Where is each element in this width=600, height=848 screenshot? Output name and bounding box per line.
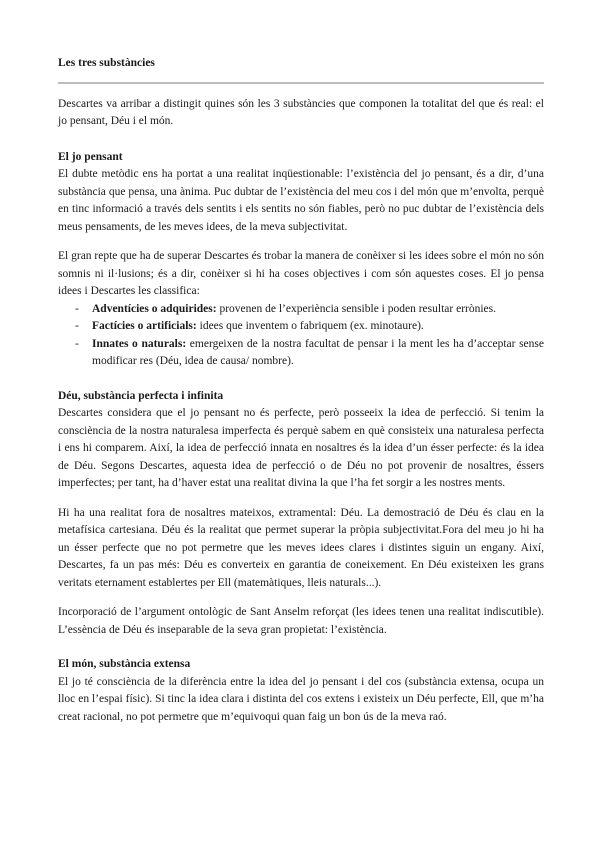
paragraph: El gran repte que ha de superar Descartes és trobar la manera de conèixer si les idees sobre el món no són somnis ni il·lusions; és a dir, conèixer si hi ha coses objectives i com són aquestes coses. El jo pensa idees i Descartes les classifica: <box>58 250 544 297</box>
section-heading-jo-pensant: El jo pensant <box>58 150 123 163</box>
document-title: Les tres substàncies <box>58 57 155 69</box>
list-text: emergeixen de la nostra facultat de pensar i la ment les ha d’acceptar sense modificar res (Déu, idea de causa/ nombre). <box>92 337 544 367</box>
section-heading-mon: El món, substància extensa <box>58 658 191 670</box>
list-item <box>58 336 544 371</box>
list-term: Innates o naturals: <box>92 337 187 350</box>
list-dash: - <box>75 302 79 315</box>
list-item <box>58 301 544 319</box>
paragraph: Hi ha una realitat fora de nosaltres mateixos, extramental: Déu. La demostració de Déu és clau en la metafísica cartesiana. Déu és la realitat que permet superar la pròpia subjectivitat.Fora del meu jo hi ha un ésser perfecte que no pot permetre que les meves idees clares i distintes siguin un engany. Així, Descartes, fa un pas més: Déu es converteix en garantia de coneixement. En Déu existeixen les grans veritats eternament establertes per Ell (matemàtiques, lleis naturals...). <box>58 506 544 589</box>
paragraph: El jo té consciència de la diferència entre la idea del jo pensant i del cos (substància extensa, ocupa un lloc en l’espai físic). Si tinc la idea clara i distinta del cos extens i existeix un Déu perfecte, Ell, que m’ha creat racional, no pot permetre que m’equivoqui quan faig un bon ús de la meva raó. <box>58 675 544 723</box>
section-heading-deu: Déu, substància perfecta i infinita <box>58 389 224 402</box>
list-dash: - <box>75 320 79 332</box>
list-item <box>58 318 544 336</box>
list-dash: - <box>75 337 79 350</box>
paragraph: El dubte metòdic ens ha portat a una realitat inqüestionable: l’existència del jo pensant, és a dir, d’una substància que pensa, una ànima. Puc dubtar de l’existència del meu cos i del món que m’envolta, perquè en tinc informació a través dels sentits i els sentits no són fiables, però no puc dubtar de l’existència dels meus pensaments, de les meves idees, de la meva subjectivitat. <box>58 168 544 233</box>
list-text: provenen de l’experiència sensible i poden resultar errònies. <box>216 302 496 315</box>
title-divider <box>58 82 544 84</box>
paragraph: Descartes considera que el jo pensant no és perfecte, però posseeix la idea de perfecció. Si tenim la consciència de la nostra naturalesa imperfecta és perquè sabem en què consisteix una naturalesa perfecta i ens hi comparem. Així, la idea de perfecció innata en nosaltres és la idea d’un ésser perfecte: és la idea de Déu. Segons Descartes, aquesta idea de perfecció o de Déu no pot provenir de nosaltres, éssers imperfectes; per tant, ha d’haver estat una realitat divina la que l’ha fet sorgir a les nostres ments. <box>58 407 544 489</box>
document-page <box>58 55 544 726</box>
list-term: Factícies o artificials: <box>92 320 197 332</box>
idea-types-list <box>58 301 544 371</box>
list-text: idees que inventem o fabriquem (ex. minotaure). <box>196 320 424 332</box>
intro-paragraph: Descartes va arribar a distingit quines són les 3 substàncies que componen la totalitat del que és real: el jo pensant, Déu i el món. <box>58 97 544 127</box>
paragraph: Incorporació de l’argument ontològic de Sant Anselm reforçat (les idees tenen una realitat indiscutible). L’essència de Déu és inseparable de la seva gran propietat: l’existència. <box>58 606 544 636</box>
list-term: Adventícies o adquirides: <box>92 302 217 315</box>
